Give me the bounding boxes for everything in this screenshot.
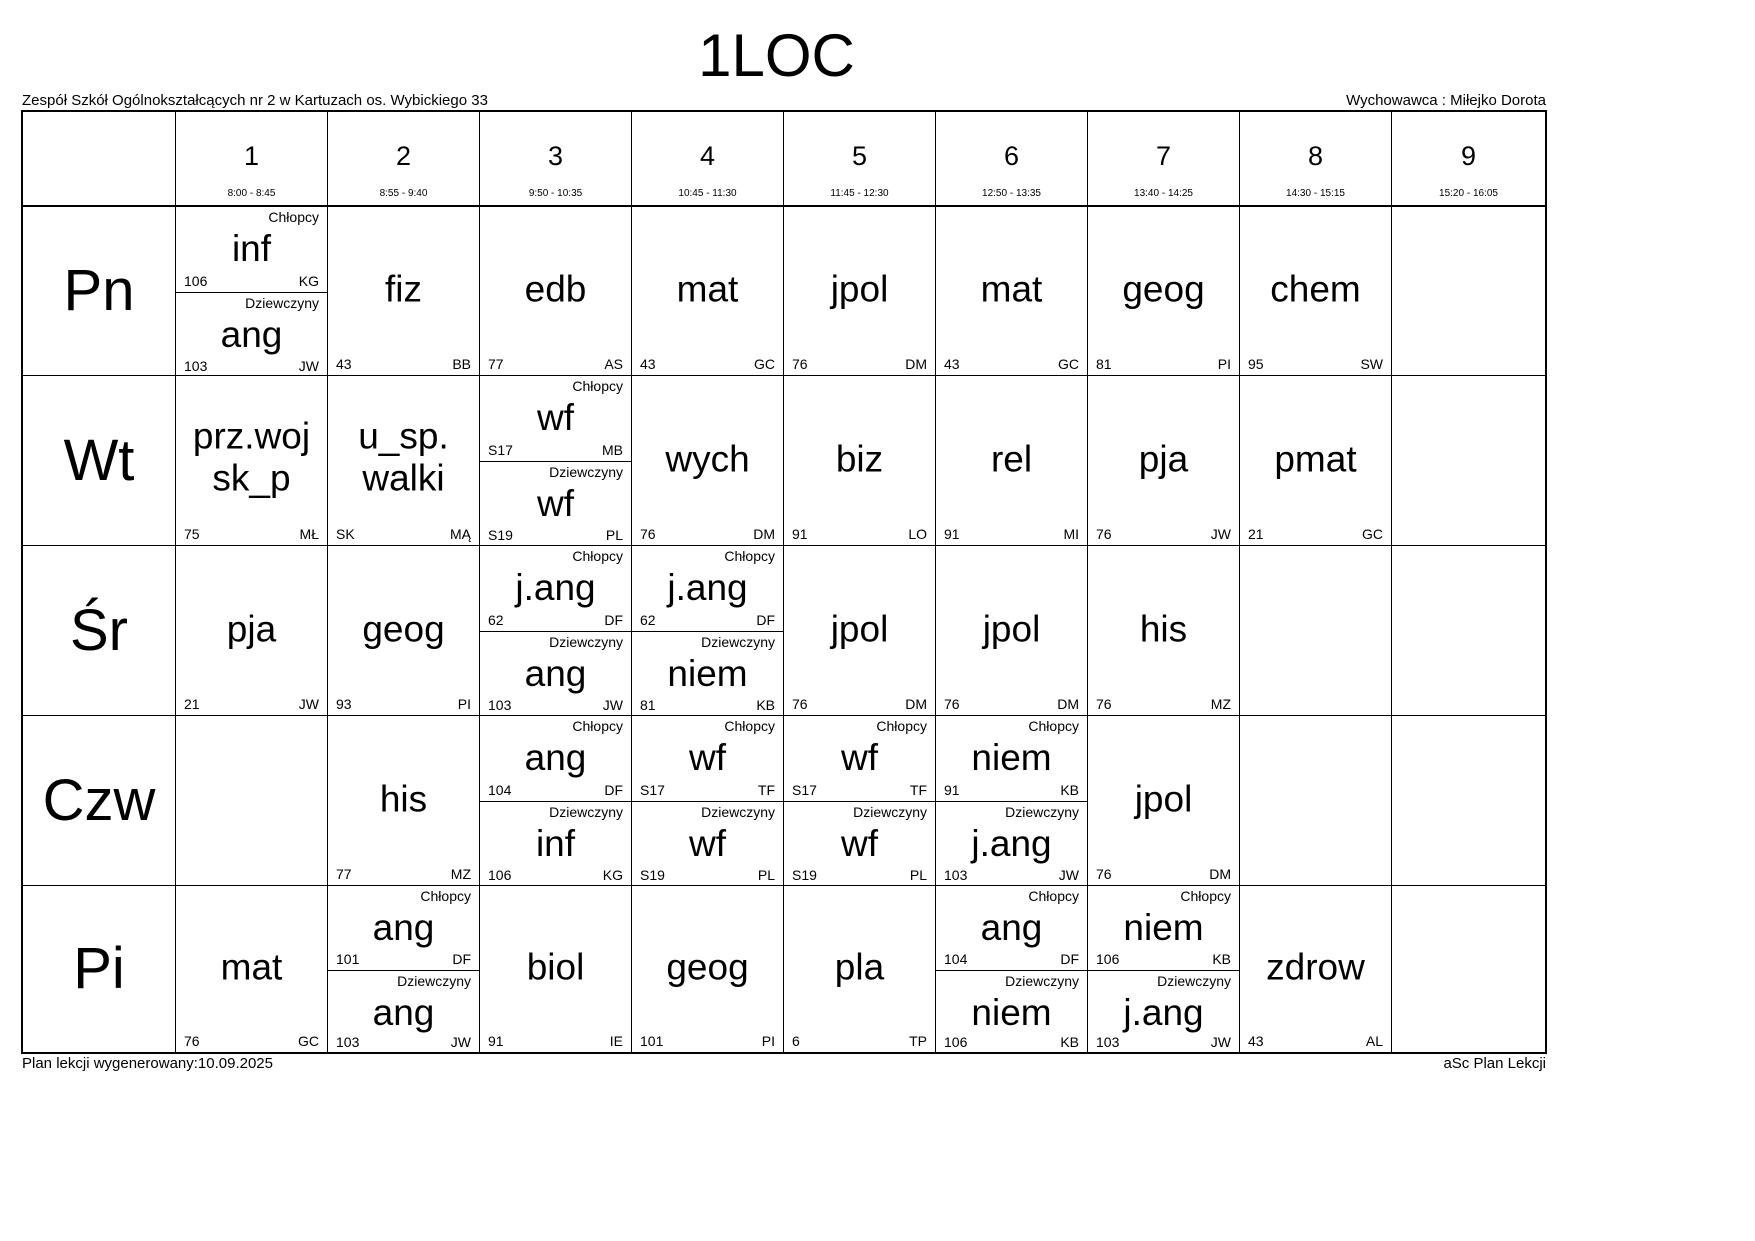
room-number: 106	[488, 867, 512, 883]
lesson-cell	[783, 885, 935, 1052]
group-label: Chłopcy	[1028, 888, 1079, 904]
lesson-cell	[175, 885, 327, 1052]
period-time: 14:30 - 15:15	[1286, 188, 1345, 199]
group-lesson	[176, 292, 327, 377]
lesson-cell	[935, 545, 1087, 715]
teacher-code: DF	[604, 782, 623, 798]
period-header	[1391, 112, 1545, 205]
group-lesson	[936, 716, 1087, 801]
subject-name: jpol	[830, 268, 889, 310]
empty-cell	[1239, 545, 1391, 715]
subject-name: his	[379, 777, 428, 819]
room-number: 76	[792, 696, 808, 712]
subject-name: wf	[689, 737, 726, 778]
period-time: 8:55 - 9:40	[379, 188, 428, 199]
lesson-cell	[327, 715, 479, 885]
teacher-code: JW	[450, 1034, 471, 1050]
empty-cell	[1391, 205, 1545, 375]
teacher-code: MZ	[1210, 696, 1231, 712]
subject-name: ang	[220, 314, 283, 355]
room-number: S19	[640, 867, 665, 883]
room-number: 43	[1248, 1033, 1264, 1049]
room-number: 21	[1248, 526, 1264, 542]
teacher-code: PL	[605, 527, 623, 543]
group-label: Chłopcy	[876, 718, 927, 734]
period-header	[327, 112, 479, 205]
teacher-code: PI	[761, 1033, 775, 1049]
corner-cell	[23, 112, 175, 205]
period-header	[935, 112, 1087, 205]
lesson-cell	[479, 205, 631, 375]
group-lesson	[632, 801, 783, 886]
group-lesson	[1088, 886, 1239, 970]
teacher-code: DF	[756, 612, 775, 628]
room-number: 93	[336, 696, 352, 712]
period-number: 6	[1003, 141, 1020, 171]
teacher-code: KB	[1060, 782, 1079, 798]
group-label: Chłopcy	[724, 548, 775, 564]
subject-name: prz.woj sk_p	[192, 415, 311, 499]
subject-name: j.ang	[1123, 991, 1204, 1033]
group-label: Chłopcy	[572, 378, 623, 394]
period-time: 10:45 - 11:30	[678, 188, 737, 199]
room-number: 91	[488, 1033, 504, 1049]
room-number: SK	[336, 526, 355, 542]
lesson-cell	[1239, 375, 1391, 545]
group-lesson	[176, 207, 327, 292]
room-number: 95	[1248, 356, 1264, 372]
lesson-cell	[175, 375, 327, 545]
group-label: Chłopcy	[1028, 718, 1079, 734]
room-number: 81	[640, 697, 656, 713]
lesson-cell	[1087, 375, 1239, 545]
lesson-cell	[935, 205, 1087, 375]
lesson-cell	[631, 885, 783, 1052]
room-number: 76	[640, 526, 656, 542]
lesson-cell	[479, 545, 631, 715]
teacher-code: MB	[602, 442, 623, 458]
lesson-cell	[783, 205, 935, 375]
empty-cell	[175, 715, 327, 885]
group-lesson	[936, 886, 1087, 970]
subject-name: wf	[689, 823, 726, 864]
empty-cell	[1391, 545, 1545, 715]
group-label: Dziewczyny	[853, 804, 927, 820]
lesson-cell	[479, 715, 631, 885]
group-lesson	[632, 631, 783, 716]
teacher-code: DM	[1057, 696, 1079, 712]
teacher-code: PL	[757, 867, 775, 883]
lesson-cell	[1087, 545, 1239, 715]
room-number: 106	[944, 1034, 968, 1050]
room-number: 91	[944, 782, 960, 798]
subject-name: u_sp. walki	[358, 415, 449, 499]
room-number: 101	[336, 950, 360, 967]
group-label: Chłopcy	[572, 548, 623, 564]
generated-date: Plan lekcji wygenerowany:10.09.2025	[22, 1055, 273, 1072]
period-time: 12:50 - 13:35	[982, 188, 1041, 199]
subject-name: inf	[231, 228, 272, 269]
group-label: Dziewczyny	[701, 804, 775, 820]
subject-name: wf	[841, 823, 878, 864]
group-label: Chłopcy	[724, 718, 775, 734]
school-name: Zespół Szkół Ogólnokształcących nr 2 w Kartuzach os. Wybickiego 33	[22, 92, 488, 109]
lesson-cell	[175, 205, 327, 375]
subject-name: fiz	[385, 268, 422, 310]
period-header	[175, 112, 327, 205]
teacher-code: JW	[602, 697, 623, 713]
subject-name: pmat	[1274, 437, 1357, 479]
group-label: Dziewczyny	[1005, 804, 1079, 820]
group-label: Dziewczyny	[397, 972, 471, 989]
subject-name: geog	[1122, 268, 1205, 310]
subject-name: ang	[372, 907, 435, 948]
subject-name: niem	[971, 737, 1052, 778]
group-label: Dziewczyny	[1157, 972, 1231, 989]
lesson-cell	[1087, 885, 1239, 1052]
lesson-cell	[631, 715, 783, 885]
lesson-cell	[935, 885, 1087, 1052]
room-number: 106	[184, 273, 208, 289]
room-number: 76	[1096, 866, 1112, 882]
teacher-code: JW	[1058, 867, 1079, 883]
subject-name: niem	[667, 653, 748, 694]
class-title: 1LOC	[698, 22, 855, 89]
subject-name: inf	[535, 823, 576, 864]
period-number: 7	[1155, 141, 1172, 171]
subject-name: j.ang	[667, 567, 748, 608]
empty-cell	[1391, 885, 1545, 1052]
lesson-cell	[479, 885, 631, 1052]
teacher-code: DF	[604, 612, 623, 628]
subject-name: pja	[226, 607, 277, 649]
group-lesson	[1088, 970, 1239, 1054]
subject-name: wf	[537, 483, 574, 524]
subject-name: ang	[524, 737, 587, 778]
group-label: Chłopcy	[268, 209, 319, 225]
empty-cell	[1239, 715, 1391, 885]
teacher-code: DM	[753, 526, 775, 542]
subject-name: pja	[1138, 437, 1189, 479]
teacher-code: SW	[1360, 356, 1383, 372]
room-number: 103	[336, 1034, 360, 1050]
room-number: 104	[944, 950, 968, 967]
room-number: 101	[640, 1033, 664, 1049]
group-lesson	[328, 970, 479, 1054]
lesson-cell	[631, 205, 783, 375]
subject-name: wf	[841, 737, 878, 778]
lesson-cell	[631, 375, 783, 545]
day-name: Pn	[63, 258, 135, 323]
teacher-code: DM	[1209, 866, 1231, 882]
teacher-code: GC	[1058, 356, 1079, 372]
lesson-cell	[631, 545, 783, 715]
room-number: 6	[792, 1033, 800, 1049]
teacher-code: AL	[1365, 1033, 1383, 1049]
subject-name: wych	[665, 437, 750, 479]
teacher-code: BB	[452, 356, 471, 372]
lesson-cell	[783, 715, 935, 885]
subject-name: ang	[524, 653, 587, 694]
teacher-code: KB	[1212, 950, 1231, 967]
teacher-code: IE	[609, 1033, 623, 1049]
group-label: Chłopcy	[1180, 888, 1231, 904]
teacher-code: KG	[298, 273, 319, 289]
period-number: 4	[699, 141, 716, 171]
lesson-cell	[935, 375, 1087, 545]
lesson-cell	[783, 545, 935, 715]
room-number: 62	[488, 612, 504, 628]
teacher-code: GC	[1362, 526, 1383, 542]
room-number: 77	[336, 866, 352, 882]
subject-name: biz	[835, 437, 884, 479]
period-time: 8:00 - 8:45	[227, 188, 276, 199]
lesson-cell	[327, 375, 479, 545]
room-number: 91	[944, 526, 960, 542]
lesson-cell	[935, 715, 1087, 885]
group-lesson	[480, 461, 631, 546]
subject-name: niem	[971, 991, 1052, 1033]
period-number: 8	[1307, 141, 1324, 171]
subject-name: edb	[524, 268, 587, 310]
day-label	[23, 545, 175, 715]
teacher-code: DM	[905, 696, 927, 712]
room-number: 76	[1096, 526, 1112, 542]
group-label: Chłopcy	[572, 718, 623, 734]
subject-name: mat	[676, 268, 739, 310]
teacher-code: JW	[298, 358, 319, 374]
group-lesson	[936, 970, 1087, 1054]
room-number: 103	[488, 697, 512, 713]
group-lesson	[632, 546, 783, 631]
group-lesson	[480, 716, 631, 801]
room-number: S17	[792, 782, 817, 798]
teacher-code: GC	[298, 1033, 319, 1049]
subject-name: jpol	[830, 607, 889, 649]
subject-name: pla	[834, 946, 885, 988]
group-label: Dziewczyny	[549, 804, 623, 820]
group-label: Dziewczyny	[701, 634, 775, 650]
period-time: 11:45 - 12:30	[830, 188, 889, 199]
teacher-code: DM	[905, 356, 927, 372]
subject-name: ang	[372, 991, 435, 1033]
lesson-cell	[1239, 885, 1391, 1052]
subject-name: j.ang	[971, 823, 1052, 864]
period-header	[631, 112, 783, 205]
day-label	[23, 205, 175, 375]
teacher-code: MĄ	[450, 526, 471, 542]
teacher-code: KB	[1060, 1034, 1079, 1050]
group-label: Dziewczyny	[549, 634, 623, 650]
subject-name: rel	[990, 437, 1033, 479]
teacher-code: PI	[457, 696, 471, 712]
subject-name: his	[1139, 607, 1188, 649]
teacher-code: MŁ	[299, 526, 319, 542]
lesson-cell	[327, 885, 479, 1052]
room-number: S19	[792, 867, 817, 883]
room-number: 103	[1096, 1034, 1120, 1050]
lesson-cell	[175, 545, 327, 715]
period-header	[783, 112, 935, 205]
subject-name: mat	[980, 268, 1043, 310]
empty-cell	[1391, 715, 1545, 885]
room-number: 21	[184, 696, 200, 712]
subject-name: wf	[537, 397, 574, 438]
teacher-code: DF	[1060, 950, 1079, 967]
subject-name: geog	[362, 607, 445, 649]
group-lesson	[480, 631, 631, 716]
teacher-code: JW	[298, 696, 319, 712]
lesson-cell	[783, 375, 935, 545]
room-number: 103	[184, 358, 208, 374]
subject-name: biol	[526, 946, 585, 988]
teacher-code: PL	[909, 867, 927, 883]
period-time: 13:40 - 14:25	[1134, 188, 1193, 199]
subject-name: zdrow	[1266, 946, 1365, 988]
software-name: aSc Plan Lekcji	[1443, 1055, 1546, 1072]
teacher-code: MI	[1063, 526, 1079, 542]
teacher-code: GC	[754, 356, 775, 372]
teacher-code: TP	[909, 1033, 927, 1049]
teacher-code: JW	[1210, 1034, 1231, 1050]
lesson-cell	[479, 375, 631, 545]
period-time: 15:20 - 16:05	[1439, 188, 1498, 199]
period-number: 3	[547, 141, 564, 171]
period-number: 5	[851, 141, 868, 171]
subject-name: ang	[980, 907, 1043, 948]
period-header	[479, 112, 631, 205]
period-header	[1087, 112, 1239, 205]
room-number: 77	[488, 356, 504, 372]
group-lesson	[784, 716, 935, 801]
teacher-code: TF	[909, 782, 927, 798]
room-number: 76	[1096, 696, 1112, 712]
group-lesson	[480, 376, 631, 461]
teacher-code: PI	[1217, 356, 1231, 372]
period-number: 1	[243, 141, 260, 171]
teacher-code: KG	[602, 867, 623, 883]
period-number: 2	[395, 141, 412, 171]
room-number: 106	[1096, 950, 1120, 967]
day-name: Czw	[42, 767, 156, 833]
subject-name: geog	[666, 946, 749, 988]
lesson-cell	[1239, 205, 1391, 375]
teacher-code: LO	[908, 526, 927, 542]
room-number: 81	[1096, 356, 1112, 372]
day-name: Pi	[73, 936, 125, 1001]
group-label: Dziewczyny	[549, 464, 623, 480]
lesson-cell	[1087, 205, 1239, 375]
day-name: Śr	[70, 597, 128, 663]
room-number: 103	[944, 867, 968, 883]
teacher-code: KB	[756, 697, 775, 713]
subject-name: jpol	[982, 607, 1041, 649]
period-header	[1239, 112, 1391, 205]
room-number: 62	[640, 612, 656, 628]
room-number: 75	[184, 526, 200, 542]
room-number: 43	[944, 356, 960, 372]
teacher-code: TF	[757, 782, 775, 798]
group-lesson	[784, 801, 935, 886]
group-label: Chłopcy	[420, 888, 471, 904]
group-lesson	[328, 886, 479, 970]
room-number: 43	[640, 356, 656, 372]
subject-name: jpol	[1134, 777, 1193, 819]
room-number: S17	[640, 782, 665, 798]
day-label	[23, 885, 175, 1052]
subject-name: chem	[1270, 268, 1361, 310]
period-time: 9:50 - 10:35	[528, 188, 583, 199]
group-lesson	[632, 716, 783, 801]
room-number: S17	[488, 442, 513, 458]
timetable-grid	[21, 110, 1547, 1054]
teacher-code: AS	[604, 356, 623, 372]
room-number: 91	[792, 526, 808, 542]
lesson-cell	[327, 545, 479, 715]
period-number: 9	[1460, 141, 1477, 171]
group-lesson	[480, 546, 631, 631]
group-label: Dziewczyny	[245, 295, 319, 311]
teacher-code: DF	[452, 950, 471, 967]
room-number: 104	[488, 782, 512, 798]
lesson-cell	[1087, 715, 1239, 885]
subject-name: j.ang	[515, 567, 596, 608]
group-label: Dziewczyny	[1005, 972, 1079, 989]
room-number: 76	[184, 1033, 200, 1049]
subject-name: mat	[220, 946, 283, 988]
homeroom-teacher: Wychowawca : Miłejko Dorota	[1346, 92, 1546, 109]
group-lesson	[936, 801, 1087, 886]
teacher-code: JW	[1210, 526, 1231, 542]
room-number: S19	[488, 527, 513, 543]
day-label	[23, 715, 175, 885]
room-number: 76	[944, 696, 960, 712]
subject-name: niem	[1123, 907, 1204, 948]
room-number: 76	[792, 356, 808, 372]
room-number: 43	[336, 356, 352, 372]
group-lesson	[480, 801, 631, 886]
day-name: Wt	[63, 427, 135, 493]
day-label	[23, 375, 175, 545]
teacher-code: MZ	[450, 866, 471, 882]
empty-cell	[1391, 375, 1545, 545]
lesson-cell	[327, 205, 479, 375]
